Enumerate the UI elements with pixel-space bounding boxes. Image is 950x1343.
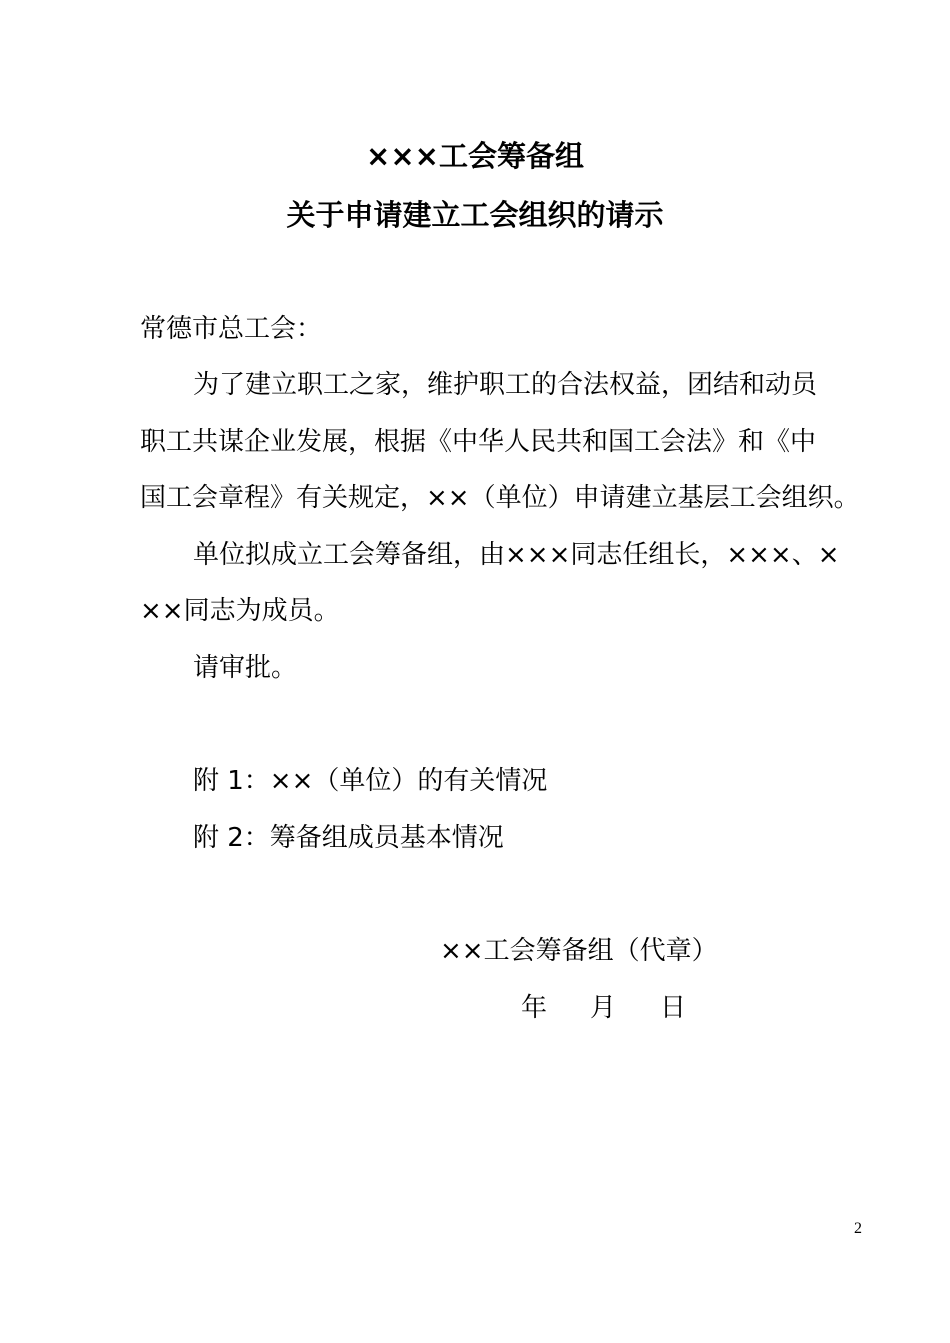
title-line-1: ×××工会筹备组 — [366, 139, 584, 173]
date-month-label: 月 — [590, 993, 617, 1023]
date-year-label: 年 — [521, 993, 548, 1023]
paragraph-1-line-1: 为了建立职工之家，维护职工的合法权益，团结和动员 — [193, 370, 818, 400]
page-number: 2 — [854, 1220, 862, 1237]
paragraph-1-line-3: 国工会章程》有关规定，××（单位）申请建立基层工会组织。 — [140, 483, 860, 513]
paragraph-2-line-1: 单位拟成立工会筹备组，由×××同志任组长，×××、× — [193, 540, 840, 570]
paragraph-3: 请审批。 — [193, 653, 298, 683]
attachment-1: 附 1：××（单位）的有关情况 — [193, 766, 548, 796]
signature-organization: ××工会筹备组（代章） — [440, 936, 718, 966]
paragraph-1-line-2: 职工共谋企业发展，根据《中华人民共和国工会法》和《中 — [140, 427, 817, 457]
attachment-2: 附 2：筹备组成员基本情况 — [193, 823, 504, 853]
paragraph-2-line-2: ××同志为成员。 — [140, 596, 340, 626]
title-line-2: 关于申请建立工会组织的请示 — [286, 198, 664, 232]
addressee: 常德市总工会： — [140, 314, 323, 344]
date-day-label: 日 — [660, 993, 687, 1023]
